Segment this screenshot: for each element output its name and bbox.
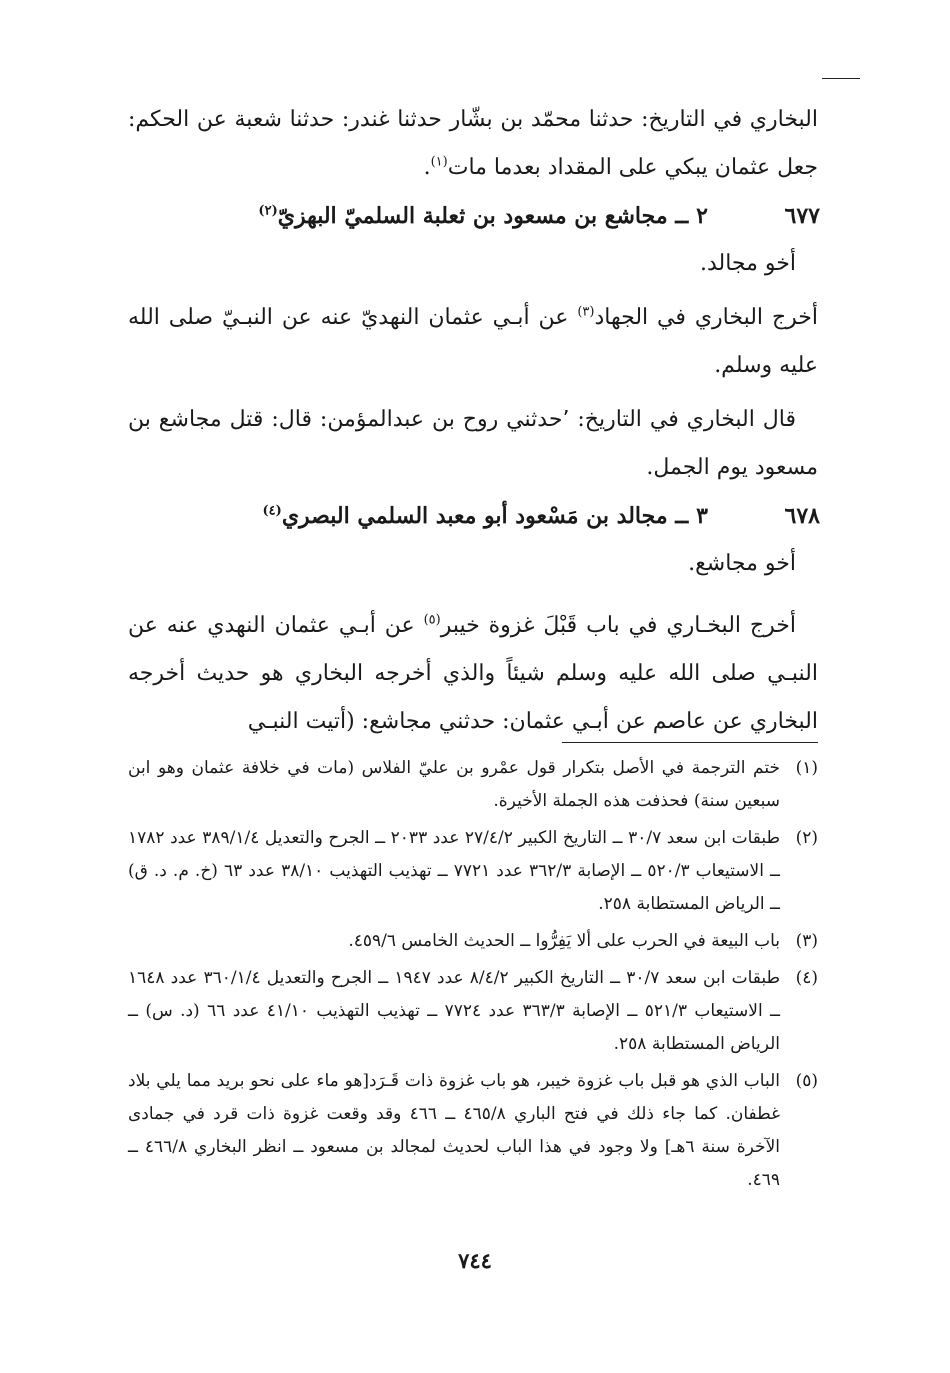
entry-number: ٦٧٨ [784,503,820,529]
footnote-marker: (٥) [795,1071,818,1091]
footnote-4 [128,962,818,1061]
entry-677-heading [128,192,818,240]
footnote-text: طبقات ابن سعد ٣٠/٧ ــ التاريخ الكبير ٢٧/٤/٢ عدد ٢٠٣٣ ــ الجرح والتعديل ٣٨٩/١/٤ عدد ١٧٨٢ ــ الاستيعاب ٥٢٠/٣ ــ الإصابة ٣٦٢/٣ عدد ٧٧٢١ ــ تهذيب التهذيب ٣٨/١٠ عدد ٦٣ (خ. م. د. ق) ــ الرياض المستطابة ٢٥٨. [128,828,781,914]
footnote-ref-5[interactable]: (٥) [423,612,441,628]
footnotes [128,752,818,1201]
footnote-1 [128,752,818,818]
paragraph-2: أخو مجالد. [699,251,796,276]
footnote-3 [128,925,818,958]
footnote-text: باب البيعة في الحرب على ألا يَفِرُّوا ــ الحديث الخامس ٤٥٩/٦. [348,931,780,951]
footnote-2 [128,822,818,921]
entry-678-heading [128,492,818,540]
footnote-ref-2[interactable]: (٢) [258,203,278,219]
paragraph-1: البخاري في التاريخ: حدثنا محمّد بن بشّار حدثنا غندر: حدثنا شعبة عن الحكم: جعل عثمان يبكي على المقداد بعدما مات$^{(١)}$. [128,107,818,180]
paragraph-3: أخرج البخاري في الجهاد$^{(٣)}$ عن أبـي عثمان النهديّ عنه عن النبـيّ صلى الله عليه وسلم. [128,304,818,378]
footnote-marker: (٤) [795,968,818,988]
footnote-text: ختم الترجمة في الأصل بتكرار قول عمْرو بن عليّ الفلاس (مات في خلافة عثمان وهو ابن سبعين سنة) فحذفت هذه الجملة الأخيرة. [128,758,780,811]
main-text [128,96,818,746]
footnote-text: الباب الذي هو قبل باب غزوة خيبر، هو باب غزوة ذات قَـرَد[هو ماء على نحو بريد مما يلي بلاد غطفان. كما جاء ذلك في فتح الباري ٤٦٥/٨ ــ ٤٦٦ وقد وقعت غزوة ذات قرد في جمادى الآخرة سنة ٦هـ] ولا وجود في هذا الباب لحديث لمجالد بن مسعود ــ انظر البخاري ٤٦٦/٨ ــ ٤٦٩. [128,1071,780,1190]
footnote-ref-4[interactable]: (٤) [262,503,282,519]
footnote-ref-3[interactable]: (٣) [577,304,595,320]
entry-number: ٦٧٧ [784,203,820,229]
footnote-ref-1[interactable]: (١) [430,154,448,170]
footnote-text: طبقات ابن سعد ٣٠/٧ ــ التاريخ الكبير ٨/٤/٢ عدد ١٩٤٧ ــ الجرح والتعديل ٣٦٠/١/٤ عدد ١٦٤٨ ــ الاستيعاب ٥٢١/٣ ــ الإصابة ٣٦٣/٣ عدد ٧٧٢٤ ــ تهذيب التهذيب ٤١/١٠ عدد ٦٦ (د. س) ــ الرياض المستطابة ٢٥٨. [128,968,781,1054]
paragraph-4: قال البخاري في التاريخ: ٬حدثني روح بن عبدالمؤمن: قال: قتل مجاشع بن مسعود يوم الجمل. [128,407,818,480]
footnote-marker: (٢) [795,828,818,848]
footnote-marker: (١) [795,758,818,778]
entry-title: ٣ــ مجالد بن مَسْعود أبو معبد السلمي البصري$^{(٤)}$ [262,503,708,529]
page-number: ٧٤٤ [458,1248,492,1273]
footnote-marker: (٣) [795,931,818,951]
paragraph-6: أخرج البخـاري في باب قَبْلَ غزوة خيبر$^{(٥)}$ عن أبـي عثمان النهدي عنه عن النبـي صلى الله عليه وسلم شيئاً والذي أخرجه البخاري هو حديث أخرجه البخاري عن عاصم عن أبـي عثمان: حدثني مجاشع: (أتيت النبـي [128,612,818,734]
entry-title: ٢ــ مجاشع بن مسعود بن ثعلبة السلميّ البهزيّ$^{(٢)}$ [258,203,708,229]
footnote-5 [128,1065,818,1197]
footnote-separator [562,742,818,743]
header-rule [822,78,860,79]
paragraph-5: أخو مجاشع. [688,551,796,576]
